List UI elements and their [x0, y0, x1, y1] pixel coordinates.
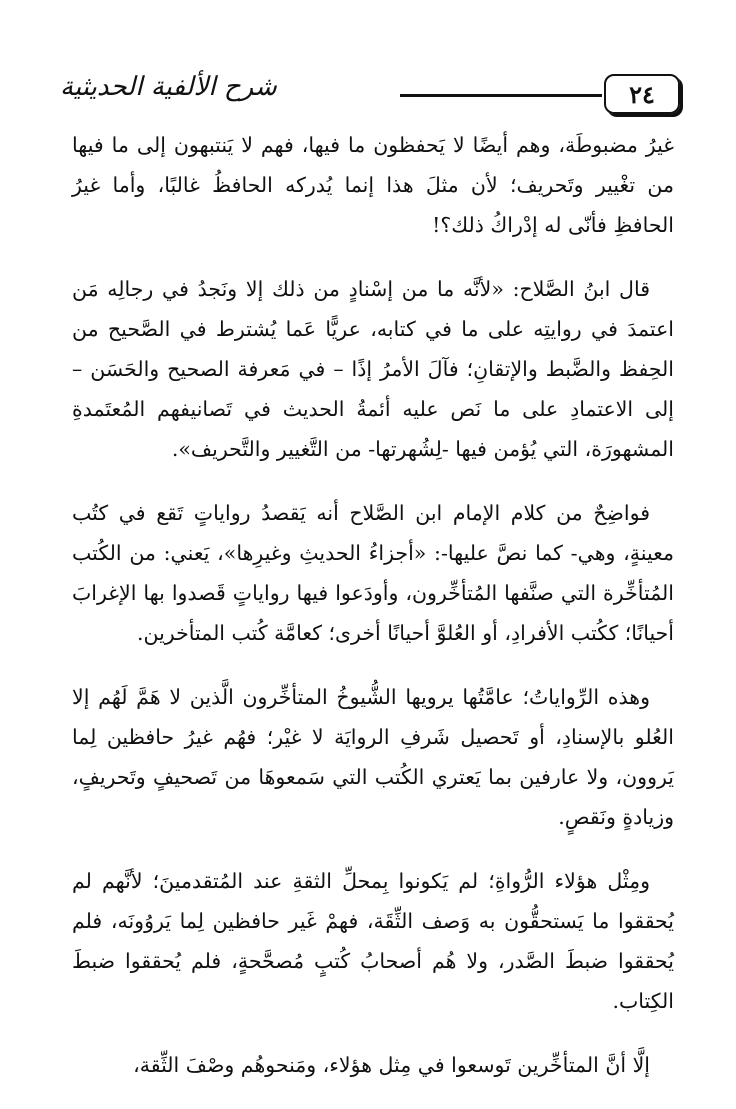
running-title: شرح الألفية الحديثية [60, 72, 277, 102]
paragraph: ومِثْل هؤلاء الرُّواةِ؛ لم يَكونوا بِمحلِّ الثقةِ عند المُتقدمينَ؛ لأنَّهم لم يُحققوا ما يَستحقُّون به وَصف الثِّقَة، فهمْ غَير حافظين لِما يَروُونَه، فلم يُحققوا ضبطَ الصَّدر، ولا هُم أصحابُ كُتبٍ مُصحَّحةٍ، فلم يُحققوا ضبطَ الكِتاب. [72, 869, 674, 1013]
paragraph: قال ابنُ الصَّلاح: «لأنَّه ما من إسْنادٍ من ذلك إلا ونَجدُ في رجالِه مَن اعتمدَ في روايتِه على ما في كتابه، عريًّا عَما يُشترط في الصَّحيح من الحِفظ والضَّبط والإتقانِ؛ فآلَ الأمرُ إذًا – في مَعرفة الصحيح والحَسَن – إلى الاعتمادِ على ما نَص عليه أئمةُ الحديث في تَصانيفهم المُعتَمدةِ المشهورَة، التي يُؤمن فيها -لِشُهرتها- من التَّغيير والتَّحريف». [72, 277, 674, 461]
page-body [72, 125, 674, 1109]
paragraph: فواضِحٌ من كلام الإمام ابن الصَّلاح أنه يَقصدُ رواياتٍ تَقع في كتُب معينةٍ، وهي- كما نصَّ عليها-: «أجزاءُ الحديثِ وغيرِها»، يَعني: من الكُتب المُتأخِّرة التي صنَّفها المُتأخِّرون، وأودَعوا فيها رواياتٍ قَصدوا بها الإغرابَ أحيانًا؛ ككُتب الأفرادِ، أو العُلوَّ أحيانًا أخرى؛ كعامَّة كُتب المتأخرين. [72, 501, 674, 645]
page-header [60, 72, 680, 116]
paragraph: إلَّا أنَّ المتأخِّرين تَوسعوا في مِثل هؤلاء، ومَنحوهُم وصْفَ الثِّقة، [133, 1053, 650, 1077]
page-number: ٢٤ [604, 74, 680, 114]
header-rule [400, 94, 602, 97]
paragraph: غيرُ مضبوطَة، وهم أيضًا لا يَحفظون ما فيها، فهم لا يَنتبهون إلى ما فيها من تغْيير وتَحريف؛ لأن مثلَ هذا إنما يُدركه الحافظُ غالبًا، وأما غيرُ الحافظِ فأنّى له إدْراكُ ذلك؟! [72, 133, 674, 237]
paragraph: وهذه الرِّواياتُ؛ عامَّتُها يرويها الشُّيوخُ المتأخِّرون الَّذين لا هَمَّ لَهُم إلا العُلو بالإسنادِ، أو تَحصيل شَرفِ الروايَة لا غيْر؛ فهُم غيرُ حافظين لِما يَروون، ولا عارفين بما يَعتري الكُتب التي سَمعوهَا من تَصحيفٍ وتَحريفٍ، وزيادةٍ ونَقصٍ. [72, 685, 674, 829]
